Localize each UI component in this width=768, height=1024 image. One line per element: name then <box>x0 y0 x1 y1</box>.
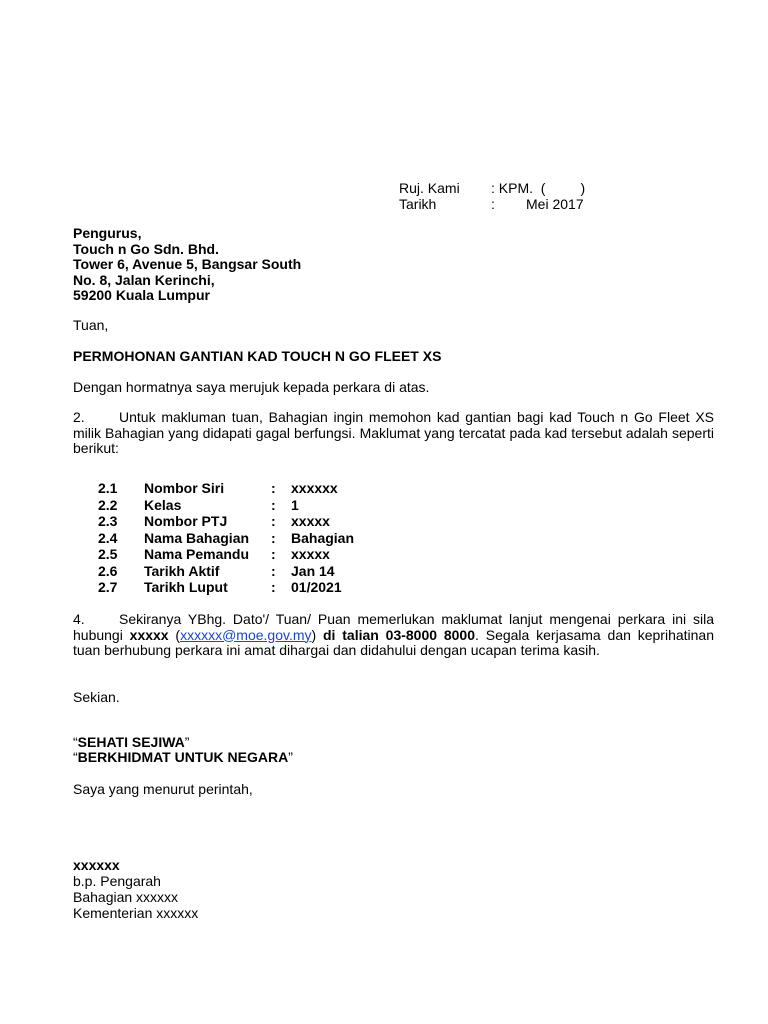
reference-block <box>399 180 585 212</box>
detail-number: 2.7 <box>98 579 118 595</box>
yours-line: Saya yang menurut perintah, <box>73 781 253 797</box>
motto-1-close-quote: ” <box>184 734 190 750</box>
phone-number: di talian 03-8000 8000 <box>316 626 476 643</box>
recipient-line: No. 8, Jalan Kerinchi, <box>73 271 215 288</box>
paragraph-2-text: Untuk makluman tuan, Bahagian ingin memohon kad gantian bagi kad Touch n Go Fleet XS milik Bahagian yang didapati gagal berfungsi. Maklumat yang tercatat pada kad tersebut adalah seperti berikut: <box>73 409 714 456</box>
recipient-line: Touch n Go Sdn. Bhd. <box>73 240 219 257</box>
detail-value: xxxxx <box>291 546 330 562</box>
detail-number: 2.4 <box>98 529 118 546</box>
close-paren: ) <box>311 626 317 643</box>
paragraph-2-number: 2. <box>73 409 85 425</box>
paragraph-4 <box>73 612 714 659</box>
paragraph-2 <box>73 410 714 457</box>
salutation: Tuan, <box>73 317 109 333</box>
reference-label-tarikh: Tarikh <box>399 196 437 212</box>
detail-colon: : <box>271 562 276 579</box>
table-row <box>98 546 354 563</box>
detail-label: Kelas <box>144 496 182 513</box>
table-row <box>98 579 354 596</box>
table-row <box>98 563 354 580</box>
detail-label: Tarikh Luput <box>144 579 228 595</box>
recipient-line: Tower 6, Avenue 5, Bangsar South <box>73 256 302 272</box>
recipient-line: 59200 Kuala Lumpur <box>73 287 210 303</box>
detail-number: 2.2 <box>98 496 118 513</box>
detail-label: Nama Pemandu <box>144 546 250 562</box>
motto-1-open-quote: “ <box>73 734 78 750</box>
signature-line-1: b.p. Pengarah <box>73 873 161 889</box>
reference-value-ruj: : KPM. ( ) <box>491 180 586 196</box>
detail-number: 2.6 <box>98 562 118 579</box>
card-details-table <box>98 480 354 596</box>
email-link[interactable]: xxxxxx@moe.gov.my <box>180 626 312 643</box>
motto-2-close-quote: ” <box>288 749 293 765</box>
detail-value: 01/2021 <box>291 579 342 595</box>
intro-paragraph: Dengan hormatnya saya merujuk kepada perkara di atas. <box>73 379 430 395</box>
paragraph-4-number: 4. <box>73 611 85 627</box>
contact-name: xxxxx <box>129 626 169 643</box>
table-row <box>98 480 354 497</box>
motto-2-text: BERKHIDMAT UNTUK NEGARA <box>77 749 289 765</box>
signature-block <box>73 857 198 921</box>
table-row <box>98 513 354 530</box>
detail-number: 2.1 <box>98 480 118 496</box>
open-paren: ( <box>168 626 181 643</box>
detail-colon: : <box>271 579 276 595</box>
signature-name: xxxxxx <box>73 857 120 873</box>
detail-colon: : <box>271 546 276 562</box>
detail-label: Nama Bahagian <box>144 529 250 546</box>
reference-row-tarikh <box>399 196 585 212</box>
signature-line-3: Kementerian xxxxxx <box>73 905 199 921</box>
detail-value: Bahagian <box>291 529 355 546</box>
detail-number: 2.3 <box>98 513 118 529</box>
recipient-address <box>73 226 301 304</box>
detail-colon: : <box>271 480 276 496</box>
detail-label: Nombor Siri <box>144 480 225 496</box>
reference-row-ruj <box>399 180 585 196</box>
detail-colon: : <box>271 513 276 529</box>
detail-value: Jan 14 <box>291 562 335 579</box>
paragraph-4-text-a: Sekiranya YBhg. Dato'/ Tuan/ Puan memerlukan maklumat lanjut mengenai perkara ini sila hubungi <box>73 611 714 643</box>
reference-label-ruj: Ruj. Kami <box>399 180 460 196</box>
paragraph-4-text-b: . Segala kerjasama dan keprihatinan tuan berhubung perkara ini amat dihargai dan didahului dengan ucapan terima kasih. <box>73 626 715 658</box>
motto-2 <box>73 750 714 766</box>
reference-value-tarikh: : Mei 2017 <box>491 196 584 212</box>
detail-value: 1 <box>291 496 299 513</box>
signature-line-2: Bahagian xxxxxx <box>73 889 179 905</box>
motto-2-open-quote: “ <box>73 749 78 765</box>
table-row <box>98 530 354 547</box>
table-row <box>98 497 354 514</box>
detail-label: Tarikh Aktif <box>144 562 220 579</box>
detail-value: xxxxx <box>291 513 330 529</box>
detail-colon: : <box>271 496 276 513</box>
detail-label: Nombor PTJ <box>144 513 228 529</box>
motto-1-text: SEHATI SEJIWA <box>77 734 185 750</box>
subject-heading: PERMOHONAN GANTIAN KAD TOUCH N GO FLEET XS <box>73 348 442 364</box>
detail-colon: : <box>271 529 276 546</box>
detail-value: xxxxxx <box>291 480 338 496</box>
recipient-line: Pengurus, <box>73 225 142 241</box>
detail-number: 2.5 <box>98 546 118 562</box>
closing: Sekian. <box>73 689 120 705</box>
